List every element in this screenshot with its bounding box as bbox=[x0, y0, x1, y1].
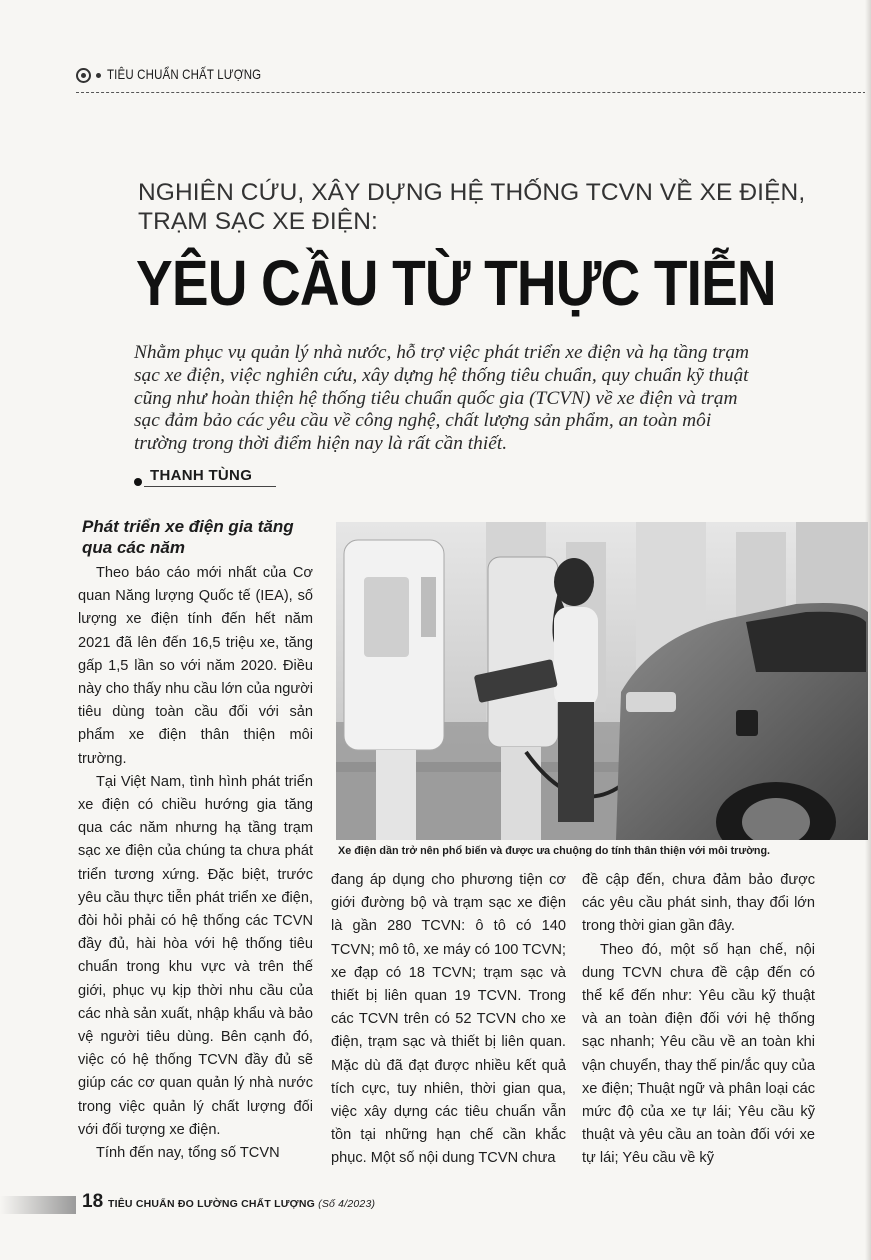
article-photo bbox=[336, 522, 868, 840]
issue-label: (Số 4/2023) bbox=[318, 1198, 376, 1210]
bullet-dot-icon bbox=[96, 73, 101, 78]
header-divider bbox=[76, 92, 871, 93]
body-paragraph: Tại Việt Nam, tình hình phát triển xe điện có chiều hướng gia tăng qua các năm nhưng hạ tầng trạm sạc xe điện của chúng ta chưa phát triển tương xứng. Đặc biệt, trước yêu cầu thực tiễn phát triển xe điện, đòi hỏi phải có hệ thống các TCVN đầy đủ, hài hòa với hệ thống tiêu chuẩn trong khu vực và trên thế giới, phục vụ kịp thời nhu cầu của các nhà sản xuất, nhập khẩu và bảo vệ người tiêu dùng. Bên cạnh đó, việc có hệ thống TCVN đầy đủ sẽ giúp các cơ quan quản lý nhà nước trong việc quản lý chất lượng đối với đối tượng xe điện. bbox=[78, 773, 313, 1138]
body-column-3 bbox=[582, 869, 815, 1171]
section-subheading: Phát triển xe điện gia tăng qua các năm bbox=[82, 517, 294, 557]
body-paragraph: Theo báo cáo mới nhất của Cơ quan Năng lượng Quốc tế (IEA), số lượng xe điện tính đến hết năm 2021 đã lên đến 16,5 triệu xe, tăng gấp 1,5 lần so với năm 2020. Điều này cho thấy nhu cầu lớn của người tiêu dùng toàn cầu đối với sản phẩm xe điện thân thiện môi trường. bbox=[78, 565, 313, 767]
article-lede: Nhằm phục vụ quản lý nhà nước, hỗ trợ việc phát triển xe điện và hạ tầng trạm sạc xe điện, việc nghiên cứu, xây dựng hệ thống tiêu chuẩn, quy chuẩn kỹ thuật cũng như hoàn thiện hệ thống tiêu chuẩn quốc gia (TCVN) về xe điện và trạm sạc đảm bảo các yêu cầu về công nghệ, chất lượng sản phẩm, an toàn môi trường trong thời điểm hiện nay là rất cần thiết. bbox=[134, 342, 750, 455]
body-paragraph: đề cập đến, chưa đảm bảo được các yêu cầu phát sinh, thay đổi lớn trong thời gian gần đây. bbox=[582, 872, 815, 935]
footer-gradient-bar bbox=[0, 1196, 76, 1214]
ev-charging-photo-illustration bbox=[336, 522, 868, 840]
body-column-2 bbox=[331, 869, 566, 1171]
byline-underline bbox=[144, 486, 276, 487]
article-kicker: NGHIÊN CỨU, XÂY DỰNG HỆ THỐNG TCVN VỀ XE ĐIỆN, TRẠM SẠC XE ĐIỆN: bbox=[138, 179, 806, 235]
body-paragraph: Tính đến nay, tổng số TCVN bbox=[96, 1145, 280, 1162]
magazine-title: TIÊU CHUẨN ĐO LƯỜNG CHẤT LƯỢNG bbox=[108, 1198, 315, 1210]
photo-caption: Xe điện dần trở nên phổ biến và được ưa chuộng do tính thân thiện với môi trường. bbox=[338, 845, 771, 857]
article-headline: YÊU CẦU TỪ THỰC TIỄN bbox=[136, 247, 776, 319]
body-paragraph: đang áp dụng cho phương tiện cơ giới đường bộ và trạm sạc xe điện là gần 280 TCVN: ô tô có 140 TCVN; mô tô, xe máy có 100 TCVN; xe đạp có 18 TCVN; trạm sạc và thiết bị liên quan 19 TCVN. Trong các TCVN trên có 52 TCVN cho xe điện, trạm sạc và thiết bị liên quan. Mặc dù đã đạt được nhiều kết quả tích cực, tuy nhiên, thời gian qua, việc xây dựng các tiêu chuẩn vẫn tồn tại những hạn chế cần khắc phục. Một số nội dung TCVN chưa bbox=[331, 872, 566, 1167]
section-label: TIÊU CHUẨN CHẤT LƯỢNG bbox=[107, 66, 262, 82]
page-number: 18 bbox=[82, 1191, 104, 1212]
target-icon bbox=[76, 68, 91, 83]
body-column-1 bbox=[78, 562, 313, 1165]
magazine-name bbox=[108, 1198, 375, 1210]
byline-bullet-icon bbox=[134, 478, 142, 486]
author-byline: THANH TÙNG bbox=[150, 467, 253, 484]
body-paragraph: Theo đó, một số hạn chế, nội dung TCVN chưa đề cập đến có thể kể đến như: Yêu cầu kỹ thuật và an toàn điện đối với hệ thống sạc nhanh; Yêu cầu về an toàn khi vận chuyển, thay thế pin/ắc quy của xe điện; Thuật ngữ và phân loại các mức độ của xe tự lái; Yêu cầu kỹ thuật và yêu cầu an toàn đối với xe tự lái; Yêu cầu về kỹ bbox=[582, 941, 815, 1167]
